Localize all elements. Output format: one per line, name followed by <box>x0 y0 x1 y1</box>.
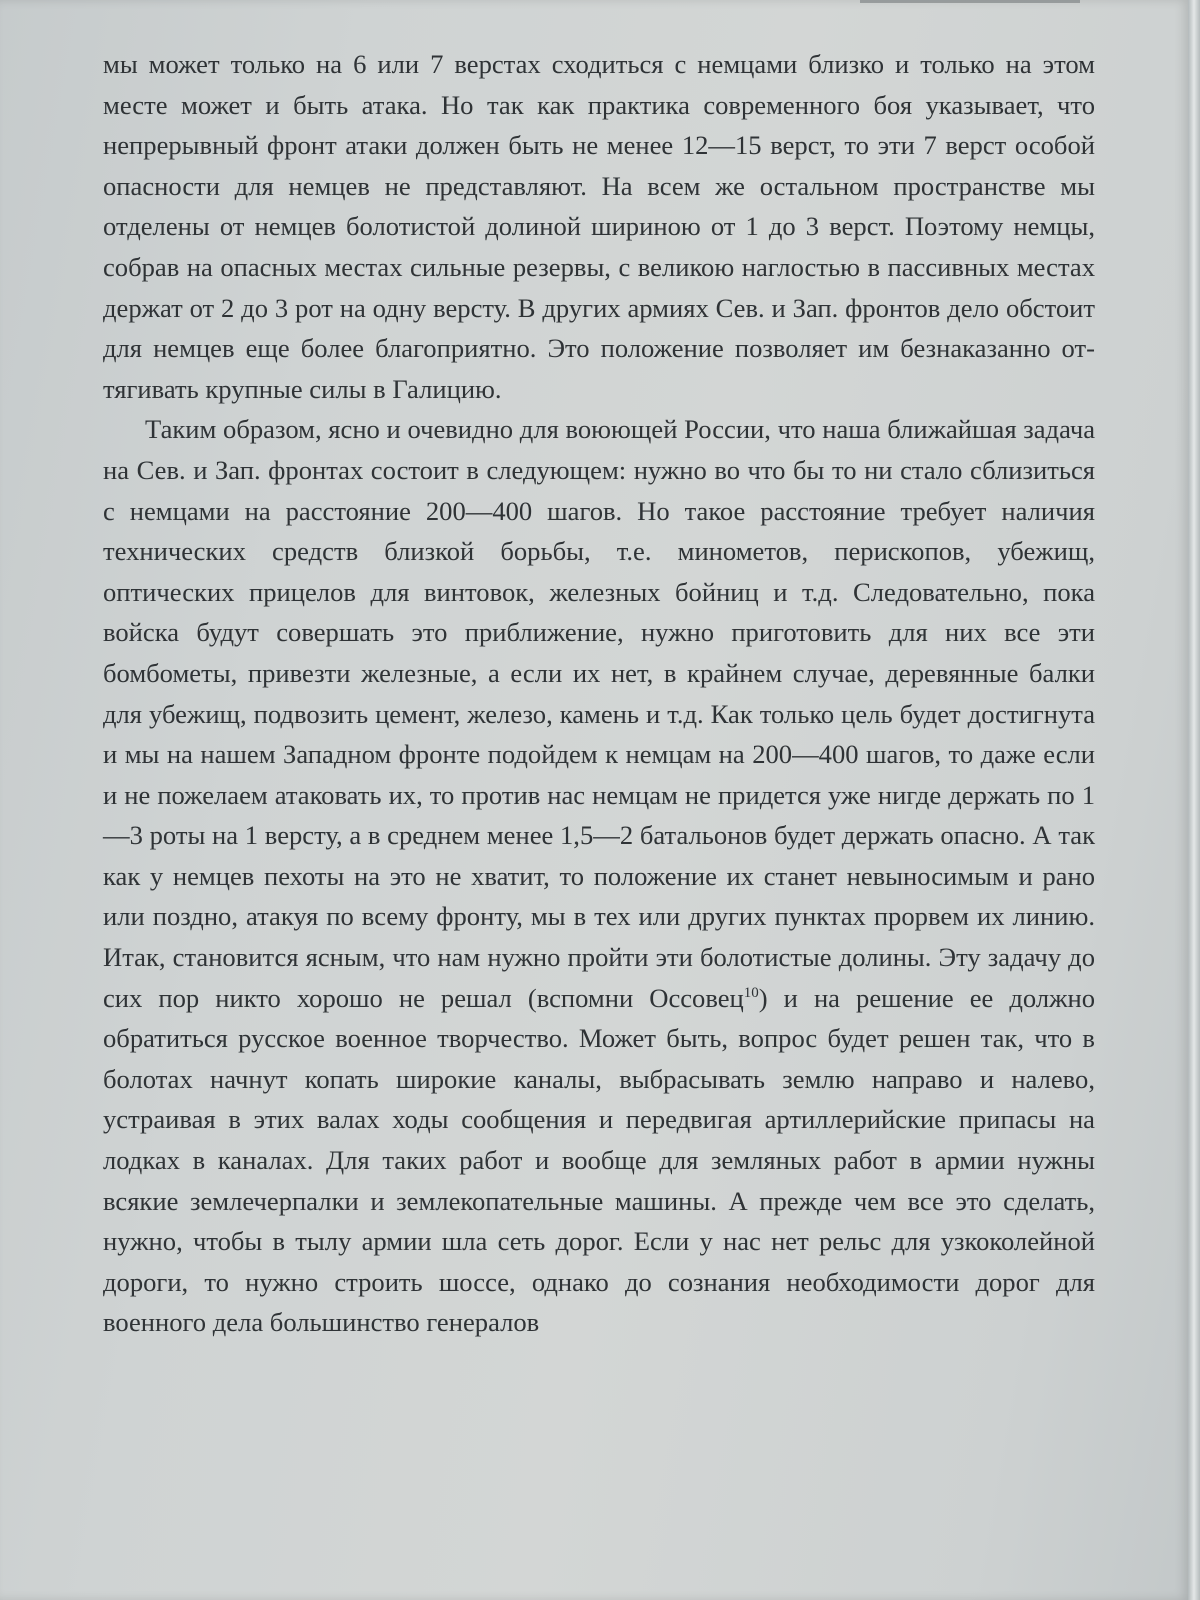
page-text <box>103 44 1095 1343</box>
page-edge <box>1188 0 1200 1600</box>
footnote-reference: 10 <box>743 984 759 1001</box>
paragraph: мы может только на 6 или 7 верстах сходиться с немцами близко и только на этом месте может и быть атака. Но так как практика современного боя указывает, что непрерывный фронт атаки должен быть не менее 12—15 верст, то эти 7 верст особой опасности для немцев не представляют. На всем же остальном пространстве мы отделены от немцев болотистой долиной шириною от 1 до 3 верст. Поэтому немцы, собрав на опасных местах сильные резервы, с великою наглостью в пассивных местах держат от 2 до 3 рот на одну версту. В других армиях Сев. и Зап. фронтов дело обстоит для немцев еще более благоприятно. Это положение позволяет им безнаказанно оттягивать крупные силы в Галицию. <box>103 49 1095 404</box>
header-rule <box>860 0 1080 3</box>
paragraph <box>103 409 1095 1343</box>
paragraph-text: ) и на решение ее должно обратиться русское военное творчество. Может быть, вопрос будет решен так, что в болотах начнут копать широкие каналы, выбрасывать землю направо и налево, устраивая в этих валах ходы сообщения и передвигая артиллерийские припасы на лодках в каналах. Для таких работ и вообще для земляных работ в армии нужны всякие землечерпалки и землекопательные машины. А прежде чем все это сделать, нужно, чтобы в тылу армии шла сеть дорог. Если у нас нет рельс для узкоколейной дороги, то нужно строить шоссе, однако до сознания необходимости дорог для военного дела большинство генералов <box>103 982 1095 1338</box>
paragraph-text: Таким образом, ясно и очевидно для воюющей России, что наша ближайшая задача на Сев. и Зап. фронтах состоит в следующем: нужно во что бы то ни стало сблизиться с немцами на расстояние 200—400 шагов. Но такое расстояние требует наличия технических средств близкой борьбы, т.е. минометов, перископов, убежищ, оптических прицелов для винтовок, железных бойниц и т.д. Следовательно, пока войска будут совершать это приближение, нужно приготовить для них все эти бомбометы, привезти железные, а если их нет, в крайнем случае, деревянные балки для убежищ, подвозить цемент, железо, камень и т.д. Как только цель будет достигнута и мы на нашем Западном фронте подойдем к немцам на 200—400 шагов, то даже если и не пожелаем атаковать их, то против нас немцам не придется уже нигде держать по 1—3 роты на 1 версту, а в среднем менее 1,5—2 батальонов будет держать опасно. А так как у немцев пехоты на это не хватит, то положение их станет невыносимым и рано или поздно, атакуя по всему фронту, мы в тех или других пунктах прорвем их линию. Итак, становится ясным, что нам нужно пройти эти болотистые долины. Эту задачу до сих пор никто хорошо не решал (вспомни Оссовец <box>103 414 1095 1013</box>
